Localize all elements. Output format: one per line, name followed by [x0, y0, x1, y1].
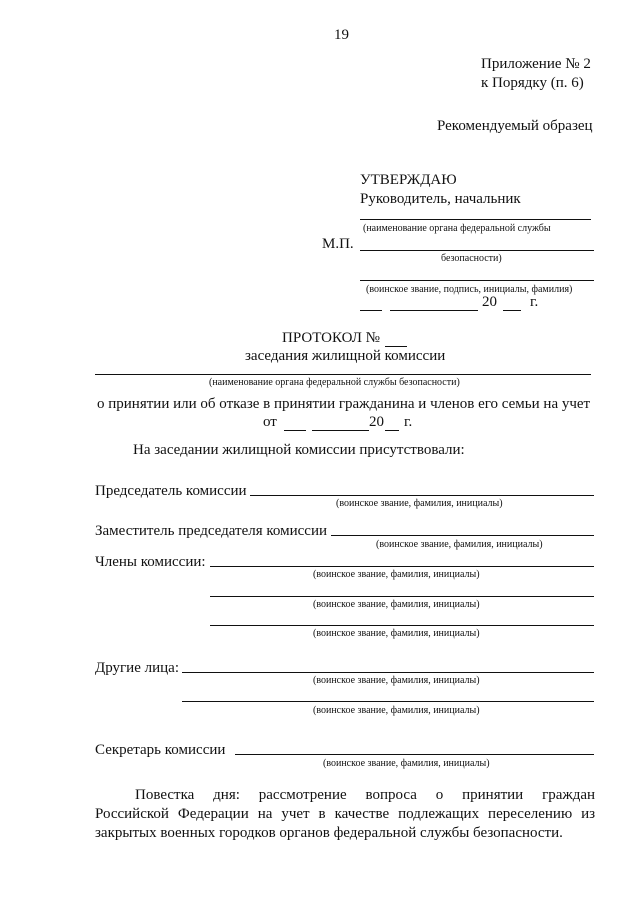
- chairman-label: Председатель комиссии: [95, 483, 247, 499]
- date-year-line: [503, 310, 521, 311]
- protocol-date-year-line: [385, 430, 399, 431]
- protocol-subtitle: заседания жилищной комиссии: [245, 348, 446, 364]
- org-name-line-2: [360, 250, 594, 251]
- date-year-suffix: г.: [530, 294, 539, 310]
- agenda-line-3: закрытых военных городков органов федеральной службы безопасности.: [95, 825, 563, 841]
- protocol-date-suffix: г.: [404, 414, 413, 430]
- page-number: 19: [334, 27, 349, 43]
- others-line-2: [182, 701, 594, 702]
- signature-caption: (воинское звание, подпись, инициалы, фамилия): [366, 284, 573, 295]
- head-title: Руководитель, начальник: [360, 191, 521, 207]
- chairman-line: [250, 495, 594, 496]
- member-caption-1: (воинское звание, фамилия, инициалы): [313, 569, 480, 580]
- signature-line: [360, 280, 594, 281]
- chairman-caption: (воинское звание, фамилия, инициалы): [336, 498, 503, 509]
- deputy-label: Заместитель председателя комиссии: [95, 523, 328, 539]
- org-name-line: [360, 219, 591, 220]
- org-name-caption-1: (наименование органа федеральной службы: [363, 223, 551, 234]
- approve-heading: УТВЕРЖДАЮ: [360, 172, 457, 188]
- order-reference: к Порядку (п. 6): [481, 75, 584, 91]
- secretary-line: [235, 754, 594, 755]
- member-caption-2: (воинское звание, фамилия, инициалы): [313, 599, 480, 610]
- others-label: Другие лица:: [95, 660, 179, 676]
- others-caption-2: (воинское звание, фамилия, инициалы): [313, 705, 480, 716]
- stamp-place-label: М.П.: [322, 236, 354, 252]
- agenda-paragraph: [95, 786, 595, 843]
- secretary-label: Секретарь комиссии: [95, 742, 226, 758]
- deputy-caption: (воинское звание, фамилия, инициалы): [376, 539, 543, 550]
- member-line-1: [210, 566, 594, 567]
- member-line-3: [210, 625, 594, 626]
- protocol-date-from: от: [263, 414, 277, 430]
- protocol-subject: о принятии или об отказе в принятии гражданина и членов его семьи на учет: [97, 396, 591, 412]
- protocol-date-month-line: [312, 430, 369, 431]
- protocol-title: ПРОТОКОЛ №: [282, 330, 380, 346]
- protocol-number-line: [385, 346, 407, 347]
- protocol-date-year: 20: [369, 414, 384, 430]
- sample-label: Рекомендуемый образец: [437, 118, 593, 134]
- secretary-caption: (воинское звание, фамилия, инициалы): [323, 758, 490, 769]
- member-line-2: [210, 596, 594, 597]
- protocol-org-line: [95, 374, 591, 375]
- date-year-prefix: 20: [482, 294, 497, 310]
- appendix-label: Приложение № 2: [481, 56, 591, 72]
- date-month-line: [390, 310, 478, 311]
- deputy-line: [331, 535, 594, 536]
- protocol-org-caption: (наименование органа федеральной службы безопасности): [209, 377, 460, 388]
- member-caption-3: (воинское звание, фамилия, инициалы): [313, 628, 480, 639]
- date-day-line: [360, 310, 382, 311]
- agenda-line-1: Повестка дня: рассмотрение вопроса о принятии граждан: [135, 787, 596, 803]
- org-name-caption-2: безопасности): [441, 253, 502, 264]
- protocol-date-day-line: [284, 430, 306, 431]
- others-line-1: [182, 672, 594, 673]
- members-label: Члены комиссии:: [95, 554, 206, 570]
- attendance-intro: На заседании жилищной комиссии присутствовали:: [133, 442, 465, 458]
- others-caption-1: (воинское звание, фамилия, инициалы): [313, 675, 480, 686]
- agenda-line-2: Российской Федерации на учет в качестве подлежащих переселению из: [95, 806, 596, 822]
